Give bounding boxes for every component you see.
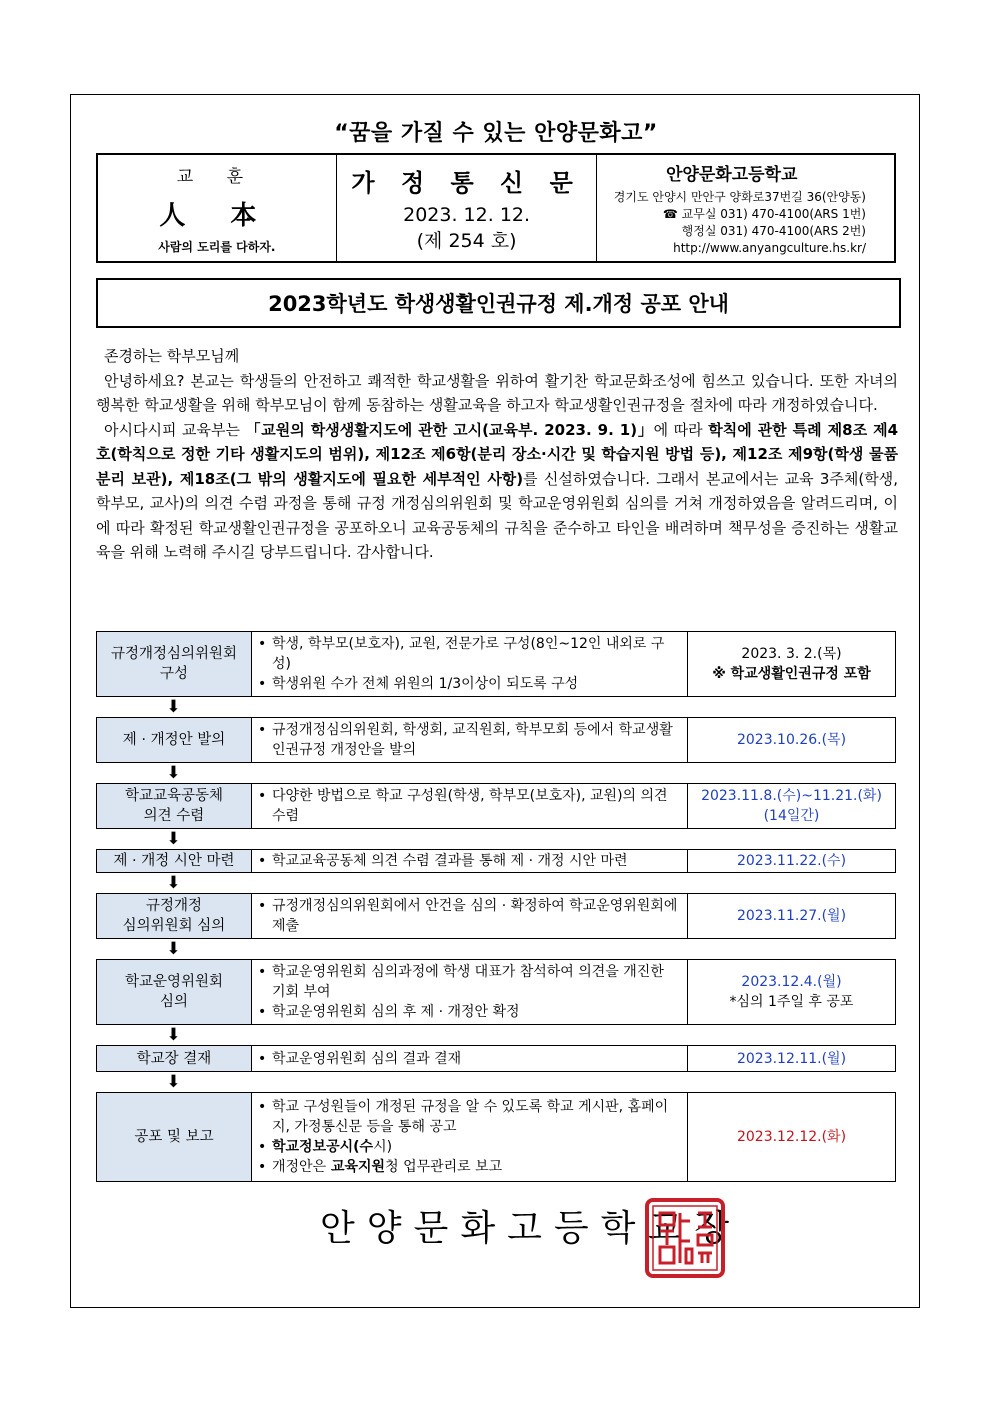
step-item: • 학생, 학부모(보호자), 교원, 전문가로 구성(8인~12인 내외로 구성) (258, 636, 665, 672)
step-date: 2023.11.22.(수) (736, 853, 847, 869)
step-label: 학교장 결재 (97, 1046, 252, 1071)
step-description (252, 1046, 688, 1071)
step-item: • 학교정보공시(수시) (258, 1139, 393, 1155)
school-phone-admin: 행정실 031) 470-4100(ARS 2번) (681, 223, 866, 238)
newsletter-title: 가 정 통 신 문 (351, 168, 582, 197)
flow-arrow-icon: ⬇ (166, 697, 181, 717)
newsletter-issue: (제 254 호) (416, 229, 517, 252)
motto-subtitle: 사람의 도리를 다하자. (158, 239, 276, 254)
p2-notice-ref: 「교원의 학생생활지도에 관한 고시(교육부. 2023. 9. 1)」 (245, 420, 654, 439)
step-date: 2023.10.26.(목) (736, 732, 847, 748)
step-date: 2023.12.4.(월) *심의 1주일 후 공포 (729, 974, 854, 1010)
greeting: 존경하는 학부모님께 (104, 347, 240, 365)
p2-text-c: 에 따라 (653, 420, 709, 439)
process-step-6 (96, 959, 896, 1025)
step-label: 제 · 개정안 발의 (97, 718, 252, 762)
motto: 人 本 (159, 200, 275, 231)
step-item: • 학교운영위원회 심의 결과 결재 (258, 1050, 462, 1067)
step-label: 규정개정 심의위원회 심의 (97, 894, 252, 938)
p2-text-a: 아시다시피 교육부는 (104, 420, 246, 439)
step-date: 2023.12.12.(화) (736, 1129, 847, 1145)
school-url[interactable]: http://www.anyangculture.hs.kr/ (673, 240, 866, 255)
step-item: • 다양한 방법으로 학교 구성원(학생, 학부모(보호자), 교원)의 의견 수렴 (258, 788, 668, 824)
step-label: 규정개정심의위원회 구성 (97, 632, 252, 696)
step-item: • 개정안은 교육지원청 업무관리로 보고 (258, 1159, 503, 1175)
process-step-2 (96, 717, 896, 763)
step-label: 공포 및 보고 (97, 1093, 252, 1181)
step-label: 학교운영위원회 심의 (97, 960, 252, 1024)
school-phone-office: ☎ 교무실 031) 470-4100(ARS 1번) (662, 206, 866, 221)
flow-arrow-icon: ⬇ (166, 1072, 181, 1092)
step-description (252, 1093, 688, 1181)
step-item: • 학생위원 수가 전체 위원의 1/3이상이 되도록 구성 (258, 676, 579, 692)
principal-signature: 안양문화고등학교장 (320, 1208, 741, 1249)
school-info-cell (597, 155, 894, 261)
step-description (252, 784, 688, 828)
step-description (252, 894, 688, 938)
process-step-4 (96, 849, 896, 873)
step-description (252, 718, 688, 762)
step-description (252, 632, 688, 696)
step-date: 2023.11.27.(월) (736, 908, 847, 924)
flow-arrow-icon: ⬇ (166, 873, 181, 893)
paragraph-1: 안녕하세요? 본교는 학생들의 안전하고 쾌적한 학교생활을 위하여 활기찬 학교문화조성에 힘쓰고 있습니다. 또한 자녀의 행복한 학교생활을 위해 학부모님이 함께 동참하는 생활교육을 하고자 학교생활인권규정을 절차에 따라 개정하였습니다. (96, 371, 898, 414)
p2-articles: 학칙에 관한 특례 제8조 제4호(학칙으로 정한 기타 생활지도의 범위), 제12조 제6항(분리 장소·시간 및 학습지원 방법 등), 제12조 제9항(학생 물품 분리 보관), 제18조(그 밖의 생활지도에 필요한 세부적인 사항) (96, 420, 899, 488)
step-label: 학교교육공동체 의견 수렴 (97, 784, 252, 828)
step-item: • 학교교육공동체 의견 수렴 결과를 통해 제 · 개정 시안 마련 (258, 853, 628, 869)
school-name: 안양문화고등학교 (666, 164, 798, 185)
flow-arrow-icon: ⬇ (166, 939, 181, 959)
school-slogan: “꿈을 가질 수 있는 안양문화고” (334, 121, 658, 146)
motto-cell (98, 155, 337, 261)
newsletter-cell (337, 155, 598, 261)
step-date: 2023.11.8.(수)~11.21.(화) (14일간) (701, 788, 882, 824)
step-description (252, 850, 688, 872)
motto-label: 교 훈 (176, 166, 257, 187)
step-date: 2023. 3. 2.(목) ※ 학교생활인권규정 포함 (712, 646, 871, 682)
process-step-8 (96, 1092, 896, 1182)
flow-arrow-icon: ⬇ (166, 763, 181, 783)
process-step-5 (96, 893, 896, 939)
flow-arrow-icon: ⬇ (166, 1025, 181, 1045)
step-item: • 학교 구성원들이 개정된 규정을 알 수 있도록 학교 게시판, 홈페이지, 가정통신문 등을 통해 공고 (258, 1099, 669, 1135)
process-step-7 (96, 1045, 896, 1072)
step-item: • 규정개정심의위원회, 학생회, 교직원회, 학부모회 등에서 학교생활인권규정 개정안을 발의 (258, 722, 673, 758)
step-item: • 규정개정심의위원회에서 안건을 심의 · 확정하여 학교운영위원회에 제출 (258, 898, 678, 934)
step-item: • 학교운영위원회 심의과정에 학생 대표가 참석하여 의견을 개진한 기회 부여 (258, 964, 664, 1000)
notice-title: 2023학년도 학생생활인권규정 제.개정 공포 안내 (96, 278, 901, 328)
paragraph-2 (96, 418, 898, 565)
process-step-1 (96, 631, 896, 697)
step-description (252, 960, 688, 1024)
step-item: • 학교운영위원회 심의 후 제 · 개정안 확정 (258, 1004, 520, 1020)
process-step-3 (96, 783, 896, 829)
step-label: 제 · 개정 시안 마련 (97, 850, 252, 872)
official-seal-icon (644, 1197, 726, 1279)
process-flow (96, 631, 896, 1182)
step-date: 2023.12.11.(월) (736, 1050, 847, 1067)
notice-body (96, 344, 898, 565)
flow-arrow-icon: ⬇ (166, 829, 181, 849)
newsletter-date: 2023. 12. 12. (403, 203, 531, 226)
school-address: 경기도 안양시 만안구 양화로37번길 36(안양동) (613, 189, 866, 204)
p2-text-e: 를 신설하였습니다. 그래서 본교에서는 교육 3주체(학생, 학부모, 교사)의 의견 수렴 과정을 통해 규정 개정심의위원회 및 학교운영위원회 심의를 거쳐 개정하였음을 알려드리며, 이에 따라 확정된 학교생활인권규정을 공포하오니 교육공동체의 규칙을 준수하고 타인을 배려하며 책무성을 증진하는 생활교육을 위해 노력해 주시길 당부드립니다. 감사합니다. (96, 469, 898, 561)
newsletter-header (96, 153, 896, 263)
